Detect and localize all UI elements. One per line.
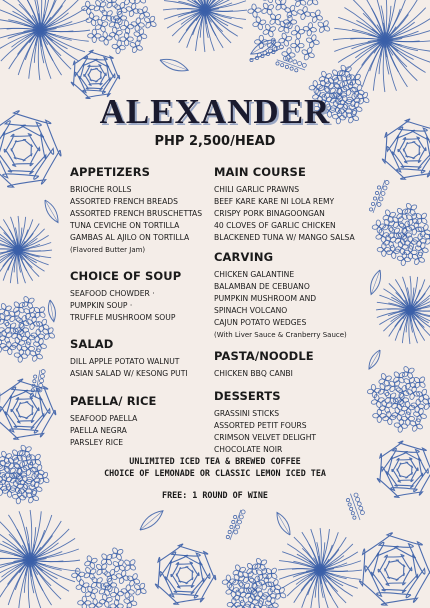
menu-item: ASSORTED PETIT FOURS: [214, 421, 307, 430]
section-item-list: [70, 413, 157, 449]
menu-item: BRIOCHE ROLLS: [70, 185, 132, 194]
menu-section: [214, 165, 355, 244]
menu-item: CHICKEN GALANTINE: [214, 270, 295, 279]
menu-item: (Flavored Butter Jam): [70, 246, 146, 254]
menu-item: CHICKEN BBQ CANBI: [214, 369, 293, 378]
menu-section: [70, 165, 202, 256]
menu-item: SPINACH VOLCANO: [214, 306, 288, 315]
section-item-list: [214, 269, 347, 341]
menu-item: CHILI GARLIC PRAWNS: [214, 185, 300, 194]
section-heading: PAELLA/ RICE: [70, 394, 157, 408]
menu-section: [70, 269, 181, 324]
menu-item: CRIMSON VELVET DELIGHT: [214, 433, 317, 442]
menu-item: GAMBAS AL AJILO ON TORTILLA: [70, 233, 190, 242]
footer-lemonade-line: CHOICE OF LEMONADE OR CLASSIC LEMON ICED TEA: [104, 468, 326, 478]
menu-item: (With Liver Sauce & Cranberry Sauce): [214, 331, 347, 339]
section-heading: CARVING: [214, 250, 274, 264]
menu-item: SEAFOOD CHOWDER ·: [70, 289, 155, 298]
menu-item: DILL APPLE POTATO WALNUT: [70, 357, 180, 366]
section-heading: MAIN COURSE: [214, 165, 306, 179]
menu-item: PAELLA NEGRA: [70, 426, 127, 435]
section-heading: APPETIZERS: [70, 165, 151, 179]
menu-item: PARSLEY RICE: [70, 438, 124, 447]
section-item-list: [70, 356, 188, 380]
menu-price: PHP 2,500/HEAD: [154, 134, 276, 149]
section-heading: PASTA/NOODLE: [214, 349, 314, 363]
menu-item: ASSORTED FRENCH BREADS: [70, 197, 178, 206]
menu-item: SEAFOOD PAELLA: [70, 414, 138, 423]
menu-section: [214, 389, 316, 456]
menu-item: ASSORTED FRENCH BRUSCHETTAS: [70, 209, 203, 218]
menu-item: CRISPY PORK BINAGOONGAN: [214, 209, 325, 218]
menu-section: [214, 250, 347, 341]
menu-item: TUNA CEVICHE ON TORTILLA: [70, 221, 180, 230]
menu-section: [70, 337, 188, 380]
menu-item: BLACKENED TUNA W/ MANGO SALSA: [214, 233, 355, 242]
section-item-list: [214, 184, 355, 244]
menu-section: [214, 349, 314, 380]
section-item-list: [70, 184, 202, 256]
menu-title: ALEXANDER: [99, 92, 331, 131]
section-item-list: [214, 368, 314, 380]
menu-section: [70, 394, 157, 449]
menu-item: CAJUN POTATO WEDGES: [214, 318, 307, 327]
section-heading: DESSERTS: [214, 389, 281, 403]
menu-item: PUMPKIN MUSHROOM AND: [214, 294, 317, 303]
menu-item: GRASSINI STICKS: [214, 409, 280, 418]
menu-item: BALAMBAN DE CEBUANO: [214, 282, 310, 291]
section-item-list: [70, 288, 181, 324]
menu-item: 40 CLOVES OF GARLIC CHICKEN: [214, 221, 336, 230]
section-heading: SALAD: [70, 337, 114, 351]
menu-item: CHOCOLATE NOIR: [214, 445, 283, 454]
menu-item: BEEF KARE KARE NI LOLA REMY: [214, 197, 335, 206]
section-item-list: [214, 408, 316, 456]
menu-item: PUMPKIN SOUP ·: [70, 301, 133, 310]
footer-wine-line: FREE: 1 ROUND OF WINE: [162, 490, 268, 500]
footer-drinks-line: UNLIMITED ICED TEA & BREWED COFFEE: [129, 456, 301, 466]
section-heading: CHOICE OF SOUP: [70, 269, 182, 283]
menu-item: TRUFFLE MUSHROOM SOUP: [70, 313, 176, 322]
menu-item: ASIAN SALAD W/ KESONG PUTI: [70, 369, 188, 378]
